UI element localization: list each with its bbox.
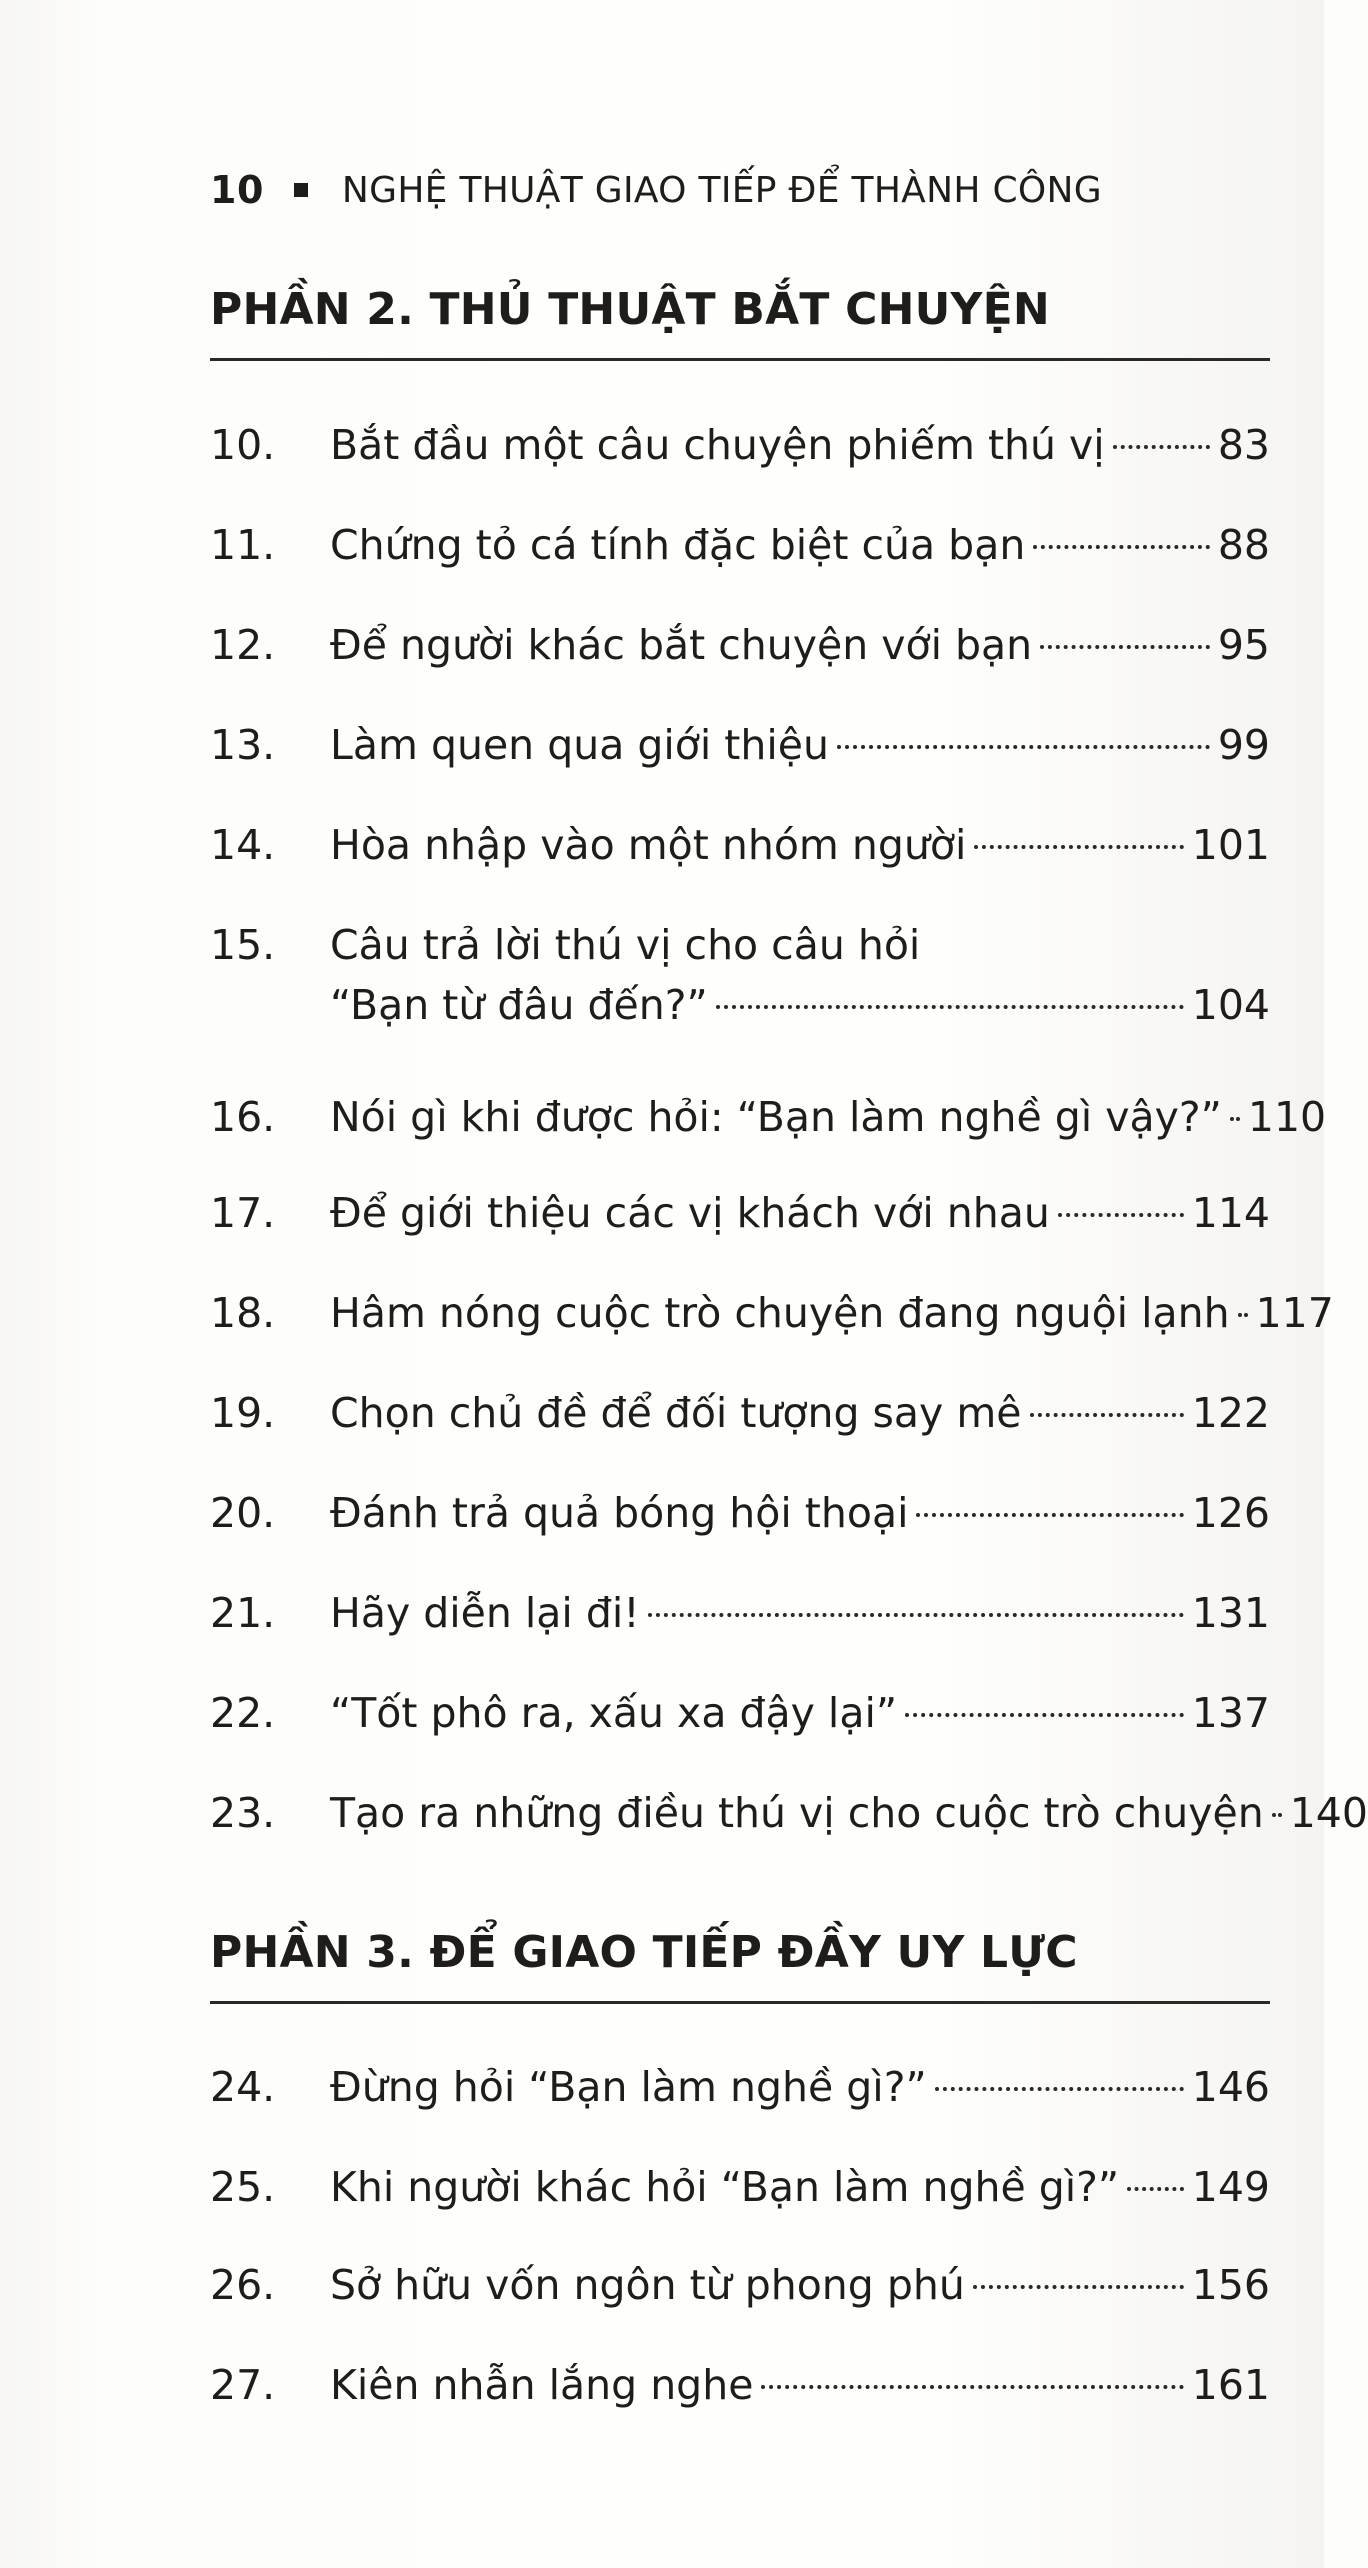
- dot-leader: [935, 2087, 1184, 2091]
- entry-page: 149: [1191, 2163, 1270, 2211]
- entry-number: 13.: [210, 721, 276, 769]
- dot-leader: [1272, 1813, 1282, 1817]
- toc-entry: [210, 1383, 1270, 1443]
- dot-leader: [1058, 1213, 1184, 1217]
- entry-title-line-1: Câu trả lời thú vị cho câu hỏi: [330, 921, 921, 969]
- dot-leader: [1033, 545, 1210, 549]
- entry-page: 161: [1191, 2361, 1270, 2409]
- dot-leader: [973, 2285, 1184, 2289]
- entry-number: 12.: [210, 621, 276, 669]
- dot-leader: [905, 1713, 1184, 1717]
- entry-number: 24.: [210, 2063, 276, 2111]
- section-heading-part-2: [210, 280, 1270, 361]
- entry-title: Chọn chủ đề để đối tượng say mê: [330, 1389, 1022, 1437]
- toc-entry: [210, 1283, 1334, 1343]
- dot-leader: [1238, 1313, 1248, 1317]
- dot-leader: [716, 1005, 1184, 1009]
- toc-entry: [210, 1783, 1368, 1843]
- entry-page: 140: [1289, 1789, 1368, 1837]
- entry-title: Làm quen qua giới thiệu: [330, 721, 829, 769]
- entry-page: 95: [1217, 621, 1270, 669]
- entry-title: Khi người khác hỏi “Bạn làm nghề gì?”: [330, 2163, 1120, 2211]
- entry-title: Sở hữu vốn ngôn từ phong phú: [330, 2261, 965, 2309]
- dot-leader: [1230, 1117, 1240, 1121]
- dot-leader: [837, 745, 1210, 749]
- entry-number: 17.: [210, 1189, 276, 1237]
- toc-entry: [210, 915, 1270, 1035]
- entry-title: Hãy diễn lại đi!: [330, 1589, 640, 1637]
- entry-page: 110: [1247, 1093, 1327, 1141]
- toc-entry: [210, 2255, 1270, 2315]
- entry-page: 99: [1217, 721, 1270, 769]
- book-title: NGHỆ THUẬT GIAO TIẾP ĐỂ THÀNH CÔNG: [341, 169, 1102, 211]
- toc-entry: [210, 2355, 1270, 2415]
- section-heading-part-3: [210, 1923, 1270, 2004]
- entry-title: Đánh trả quả bóng hội thoại: [330, 1489, 909, 1537]
- entry-number: 27.: [210, 2361, 276, 2409]
- running-head: [210, 160, 1210, 220]
- entry-title: Kiên nhẫn lắng nghe: [330, 2361, 754, 2409]
- toc-entry: [210, 2057, 1270, 2117]
- dot-leader: [648, 1613, 1184, 1617]
- square-bullet-icon: [294, 183, 308, 197]
- entry-page: 131: [1191, 1589, 1270, 1637]
- entry-number: 19.: [210, 1389, 276, 1437]
- toc-entry: [210, 1183, 1270, 1243]
- entry-title: Hòa nhập vào một nhóm người: [330, 821, 967, 869]
- entry-number: 21.: [210, 1589, 276, 1637]
- entry-title: Đừng hỏi “Bạn làm nghề gì?”: [330, 2063, 927, 2111]
- dot-leader: [916, 1513, 1183, 1517]
- entry-page: 83: [1217, 421, 1270, 469]
- entry-title: Để người khác bắt chuyện với bạn: [330, 621, 1033, 669]
- entry-number: 26.: [210, 2261, 276, 2309]
- entry-number: 22.: [210, 1689, 276, 1737]
- entry-title: Bắt đầu một câu chuyện phiếm thú vị: [330, 421, 1105, 469]
- toc-entry: [210, 2157, 1270, 2217]
- toc-entry: [210, 1087, 1327, 1147]
- entry-page: 146: [1191, 2063, 1270, 2111]
- entry-title: “Bạn từ đâu đến?”: [330, 981, 708, 1029]
- section-heading-text: PHẦN 2. THỦ THUẬT BẮT CHUYỆN: [210, 284, 1050, 335]
- page-number: 10: [210, 168, 264, 212]
- entry-title: Tạo ra những điều thú vị cho cuộc trò chuyện: [330, 1789, 1264, 1837]
- entry-page: 88: [1217, 521, 1270, 569]
- entry-title: “Tốt phô ra, xấu xa đậy lại”: [330, 1689, 898, 1737]
- entry-number: 16.: [210, 1093, 276, 1141]
- entry-title: Chứng tỏ cá tính đặc biệt của bạn: [330, 521, 1026, 569]
- entry-number: 14.: [210, 821, 276, 869]
- entry-page: 114: [1191, 1189, 1270, 1237]
- dot-leader: [1030, 1413, 1184, 1417]
- toc-entry: [210, 815, 1270, 875]
- entry-page: 137: [1191, 1689, 1270, 1737]
- entry-number: 20.: [210, 1489, 276, 1537]
- entry-number: 15.: [210, 921, 276, 969]
- toc-entry: [210, 1683, 1270, 1743]
- entry-page: 117: [1255, 1289, 1334, 1337]
- toc-entry: [210, 415, 1270, 475]
- entry-number: 25.: [210, 2163, 276, 2211]
- toc-entry: [210, 1583, 1270, 1643]
- entry-page: 101: [1191, 821, 1270, 869]
- section-divider: [210, 358, 1270, 361]
- entry-page: 126: [1191, 1489, 1270, 1537]
- entry-title: Nói gì khi được hỏi: “Bạn làm nghề gì vậy?”: [330, 1093, 1222, 1141]
- entry-page: 156: [1191, 2261, 1270, 2309]
- entry-title: Để giới thiệu các vị khách với nhau: [330, 1189, 1050, 1237]
- entry-number: 10.: [210, 421, 276, 469]
- dot-leader: [974, 845, 1183, 849]
- entry-title: Hâm nóng cuộc trò chuyện đang nguội lạnh: [330, 1289, 1230, 1337]
- section-divider: [210, 2001, 1270, 2004]
- section-heading-text: PHẦN 3. ĐỂ GIAO TIẾP ĐẦY UY LỰC: [210, 1927, 1078, 1978]
- toc-entry: [210, 1483, 1270, 1543]
- entry-page: 104: [1191, 981, 1270, 1029]
- toc-entry: [210, 615, 1270, 675]
- toc-entry: [210, 515, 1270, 575]
- dot-leader: [1040, 645, 1210, 649]
- dot-leader: [1127, 2187, 1184, 2191]
- entry-number: 11.: [210, 521, 276, 569]
- dot-leader: [1113, 445, 1210, 449]
- entry-page: 122: [1191, 1389, 1270, 1437]
- entry-number: 23.: [210, 1789, 276, 1837]
- dot-leader: [761, 2385, 1183, 2389]
- entry-number: 18.: [210, 1289, 276, 1337]
- toc-entry: [210, 715, 1270, 775]
